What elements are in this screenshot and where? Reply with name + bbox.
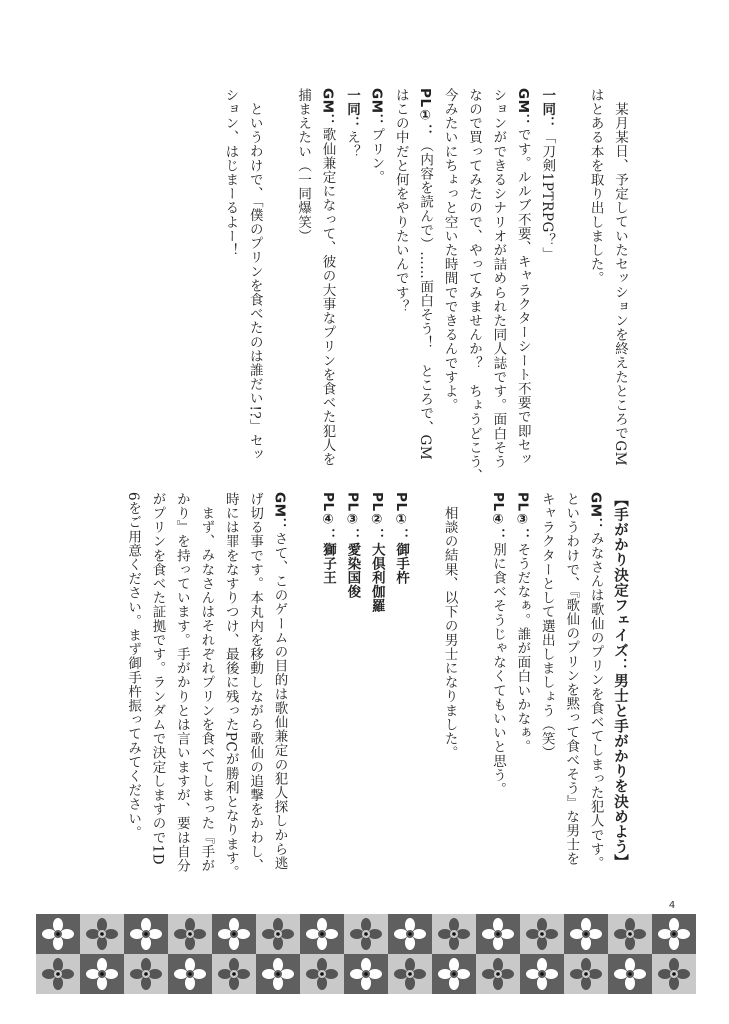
flower-petal bbox=[676, 969, 690, 979]
assignment-line: PL①：御手杵 bbox=[393, 492, 410, 585]
flower-petal bbox=[482, 929, 496, 939]
flower-dot bbox=[584, 932, 588, 936]
flower-petal bbox=[317, 918, 327, 932]
flower-dot bbox=[188, 932, 192, 936]
flower-dot bbox=[144, 932, 148, 936]
flower-petal bbox=[361, 918, 371, 932]
flower-petal bbox=[449, 976, 459, 990]
flower-petal bbox=[614, 929, 628, 939]
speaker: PL④： bbox=[489, 492, 506, 543]
flower-petal bbox=[676, 929, 690, 939]
flower-dot bbox=[540, 932, 544, 936]
flower-petal bbox=[130, 969, 144, 979]
flower-petal bbox=[632, 969, 646, 979]
flower-petal bbox=[53, 918, 63, 932]
flower-petal bbox=[625, 976, 635, 990]
flower-petal bbox=[482, 969, 496, 979]
flower-petal bbox=[174, 929, 188, 939]
flower-petal bbox=[544, 969, 558, 979]
flower-petal bbox=[317, 976, 327, 990]
flower-petal bbox=[218, 969, 232, 979]
flower-petal bbox=[229, 958, 239, 972]
flower-petal bbox=[148, 929, 162, 939]
flower-petal bbox=[53, 958, 63, 972]
flower-petal bbox=[148, 969, 162, 979]
flower-petal bbox=[42, 929, 56, 939]
flower-petal bbox=[361, 976, 371, 990]
flower-petal bbox=[324, 929, 338, 939]
flower-petal bbox=[614, 969, 628, 979]
flower-petal bbox=[669, 918, 679, 932]
flower-dot bbox=[628, 972, 632, 976]
flower-dot bbox=[364, 972, 368, 976]
flower-petal bbox=[456, 969, 470, 979]
flower-petal bbox=[42, 969, 56, 979]
flower-petal bbox=[588, 929, 602, 939]
flower-petal bbox=[273, 976, 283, 990]
dialogue-line: GM：さて、このゲームの目的は歌仙兼定の犯人探しから逃 bbox=[271, 492, 288, 871]
flower-petal bbox=[280, 969, 294, 979]
flower-dot bbox=[232, 972, 236, 976]
flower-petal bbox=[218, 929, 232, 939]
flower-petal bbox=[273, 918, 283, 932]
flower-petal bbox=[405, 918, 415, 932]
flower-petal bbox=[537, 918, 547, 932]
flower-petal bbox=[273, 958, 283, 972]
flower-petal bbox=[306, 929, 320, 939]
flower-petal bbox=[537, 958, 547, 972]
flower-petal bbox=[192, 969, 206, 979]
flower-dot bbox=[496, 972, 500, 976]
upper-text-block bbox=[200, 88, 632, 488]
flower-dot bbox=[584, 972, 588, 976]
narration-line: 相談の結果、以下の男士になりました。 bbox=[441, 505, 458, 760]
flower-dot bbox=[100, 972, 104, 976]
flower-petal bbox=[526, 929, 540, 939]
dialogue-line: GM：みなさんは歌仙のプリンを食べてしまった犯人です。 bbox=[587, 492, 604, 871]
dialogue-line: かり』を持っています。手がかりとは言いますが、要は自分 bbox=[173, 492, 190, 873]
speaker: 一同： bbox=[343, 88, 360, 131]
assignment-line: PL③：愛染国俊 bbox=[344, 492, 361, 599]
dialogue-line: GM：です。ルルブ不要、キャラクターシート不要で即セッ bbox=[514, 88, 531, 467]
flower-petal bbox=[493, 958, 503, 972]
flower-petal bbox=[588, 969, 602, 979]
flower-petal bbox=[229, 936, 239, 950]
narration-line: というわけで、「僕のプリンを食べたのは誰だい!?」セッ bbox=[246, 101, 263, 462]
flower-dot bbox=[56, 972, 60, 976]
assignment-line: PL②：大倶利伽羅 bbox=[368, 492, 385, 613]
flower-petal bbox=[544, 929, 558, 939]
flower-petal bbox=[350, 929, 364, 939]
decorative-flower-pattern bbox=[36, 914, 696, 994]
flower-petal bbox=[493, 976, 503, 990]
flower-petal bbox=[438, 969, 452, 979]
speaker: GM： bbox=[271, 492, 288, 532]
flower-petal bbox=[185, 976, 195, 990]
flower-petal bbox=[306, 969, 320, 979]
flower-dot bbox=[540, 972, 544, 976]
dialogue-line: なので買ってみたので、やってみませんか？ ちょうどこう、 bbox=[465, 88, 482, 483]
dialogue-line: キャラクターとして選出しましょう（笑） bbox=[538, 492, 555, 760]
flower-petal bbox=[625, 918, 635, 932]
flower-petal bbox=[60, 929, 74, 939]
flower-petal bbox=[405, 958, 415, 972]
dialogue-line: はこの中だと何をやりたいんです？ bbox=[392, 88, 409, 314]
assignment-line: PL④：獅子王 bbox=[319, 492, 336, 585]
narration-line: 某月某日、予定していたセッションを終えたところでGM bbox=[612, 101, 628, 466]
flower-dot bbox=[188, 972, 192, 976]
flower-dot bbox=[364, 932, 368, 936]
flower-petal bbox=[456, 929, 470, 939]
flower-petal bbox=[412, 969, 426, 979]
speaker: PL①： bbox=[417, 88, 434, 139]
flower-dot bbox=[232, 932, 236, 936]
flower-petal bbox=[449, 936, 459, 950]
flower-petal bbox=[229, 918, 239, 932]
flower-dot bbox=[320, 972, 324, 976]
lower-text-block bbox=[104, 492, 632, 882]
flower-petal bbox=[60, 969, 74, 979]
flower-petal bbox=[405, 936, 415, 950]
flower-petal bbox=[280, 929, 294, 939]
dialogue-line: PL④：別に食べそうじゃなくてもいいと思う。 bbox=[489, 492, 506, 797]
flower-petal bbox=[229, 976, 239, 990]
flower-petal bbox=[141, 958, 151, 972]
flower-petal bbox=[449, 918, 459, 932]
flower-petal bbox=[493, 936, 503, 950]
flower-petal bbox=[438, 929, 452, 939]
flower-petal bbox=[669, 976, 679, 990]
dialogue-line: がプリンを食べた証拠です。ランダムで決定しますので1D bbox=[149, 492, 166, 866]
dialogue-line: PL③：そうだなぁ。誰が面白いかなぁ。 bbox=[514, 492, 531, 754]
dialogue-line: というわけで、『歌仙のプリンを黙って食べそう』な男士を bbox=[563, 492, 580, 866]
page-number: 4 bbox=[668, 900, 676, 911]
flower-petal bbox=[581, 936, 591, 950]
flower-petal bbox=[581, 918, 591, 932]
flower-petal bbox=[537, 976, 547, 990]
flower-petal bbox=[570, 969, 584, 979]
flower-dot bbox=[100, 932, 104, 936]
flower-petal bbox=[500, 969, 514, 979]
dialogue-line: 今みたいにちょっと空いた時間でできるんですよ。 bbox=[441, 88, 458, 413]
flower-dot bbox=[56, 932, 60, 936]
narration-line: はとある本を取り出しました。 bbox=[587, 88, 604, 286]
flower-dot bbox=[144, 972, 148, 976]
flower-petal bbox=[526, 969, 540, 979]
flower-petal bbox=[53, 936, 63, 950]
flower-dot bbox=[672, 972, 676, 976]
flower-petal bbox=[86, 969, 100, 979]
flower-petal bbox=[236, 929, 250, 939]
section-heading: 【手がかり決定フェイズ：男士と手がかりを決めよう】 bbox=[612, 492, 628, 870]
dialogue-line: 6をご用意ください。まず御手杵振ってみてください。 bbox=[125, 492, 142, 840]
flower-petal bbox=[324, 969, 338, 979]
flower-petal bbox=[632, 929, 646, 939]
flower-petal bbox=[669, 936, 679, 950]
narration-line: ション、はじまーるよー！ bbox=[222, 88, 239, 258]
flower-petal bbox=[174, 969, 188, 979]
flower-petal bbox=[537, 936, 547, 950]
flower-petal bbox=[368, 969, 382, 979]
flower-petal bbox=[570, 929, 584, 939]
flower-petal bbox=[97, 958, 107, 972]
flower-petal bbox=[625, 958, 635, 972]
flower-petal bbox=[141, 918, 151, 932]
flower-dot bbox=[276, 972, 280, 976]
speaker: GM： bbox=[514, 88, 531, 128]
flower-petal bbox=[581, 958, 591, 972]
speaker: 一同： bbox=[539, 88, 556, 131]
flower-petal bbox=[394, 929, 408, 939]
flower-petal bbox=[104, 969, 118, 979]
flower-petal bbox=[368, 929, 382, 939]
dialogue-line: 一同：え？ bbox=[343, 88, 360, 159]
flower-petal bbox=[500, 929, 514, 939]
flower-petal bbox=[273, 936, 283, 950]
flower-petal bbox=[361, 958, 371, 972]
dialogue-line: 捕まえたい（一同爆笑） bbox=[295, 88, 312, 244]
dialogue-line: げ切る事です。本丸内を移動しながら歌仙の追撃をかわし、 bbox=[247, 492, 264, 873]
flower-petal bbox=[141, 936, 151, 950]
speaker: GM： bbox=[319, 88, 336, 128]
flower-petal bbox=[405, 976, 415, 990]
speaker: GM： bbox=[368, 88, 385, 128]
flower-petal bbox=[185, 958, 195, 972]
flower-dot bbox=[408, 932, 412, 936]
flower-petal bbox=[97, 918, 107, 932]
flower-petal bbox=[394, 969, 408, 979]
flower-petal bbox=[361, 936, 371, 950]
flower-dot bbox=[628, 932, 632, 936]
dialogue-line: ションができるシナリオが詰められた同人誌です。面白そう bbox=[490, 88, 507, 469]
flower-petal bbox=[53, 976, 63, 990]
flower-petal bbox=[130, 929, 144, 939]
flower-petal bbox=[141, 976, 151, 990]
flower-petal bbox=[104, 929, 118, 939]
flower-petal bbox=[192, 929, 206, 939]
dialogue-line: PL①：（内容を読んで）……面白そう！ ところで、GM bbox=[417, 88, 434, 461]
flower-dot bbox=[452, 932, 456, 936]
speaker: PL③： bbox=[514, 492, 531, 543]
dialogue-line: 一同：「刀剣1PTRPG？」 bbox=[539, 88, 556, 262]
flower-petal bbox=[262, 929, 276, 939]
flower-petal bbox=[658, 929, 672, 939]
flower-dot bbox=[452, 972, 456, 976]
dialogue-line: 時には罪をなすりつけ、最後に残ったPCが勝利となります。 bbox=[222, 492, 239, 880]
speaker: GM： bbox=[587, 492, 604, 532]
flower-dot bbox=[276, 932, 280, 936]
flower-petal bbox=[493, 918, 503, 932]
dialogue-line: GM：歌仙兼定になって、彼の大事なプリンを食べた犯人を bbox=[319, 88, 336, 467]
flower-petal bbox=[449, 958, 459, 972]
flower-dot bbox=[320, 932, 324, 936]
flower-dot bbox=[672, 932, 676, 936]
flower-petal bbox=[97, 936, 107, 950]
flower-dot bbox=[496, 932, 500, 936]
dialogue-line: まず、みなさんはそれぞれプリンを食べてしまった『手が bbox=[198, 505, 215, 873]
flower-petal bbox=[669, 958, 679, 972]
flower-petal bbox=[317, 958, 327, 972]
flower-petal bbox=[350, 969, 364, 979]
flower-petal bbox=[185, 936, 195, 950]
flower-petal bbox=[262, 969, 276, 979]
flower-petal bbox=[412, 929, 426, 939]
flower-dot bbox=[408, 972, 412, 976]
flower-petal bbox=[658, 969, 672, 979]
flower-petal bbox=[625, 936, 635, 950]
flower-petal bbox=[236, 969, 250, 979]
flower-petal bbox=[97, 976, 107, 990]
dialogue-line: GM：プリン。 bbox=[368, 88, 385, 185]
flower-petal bbox=[581, 976, 591, 990]
flower-petal bbox=[185, 918, 195, 932]
flower-petal bbox=[86, 929, 100, 939]
flower-petal bbox=[317, 936, 327, 950]
